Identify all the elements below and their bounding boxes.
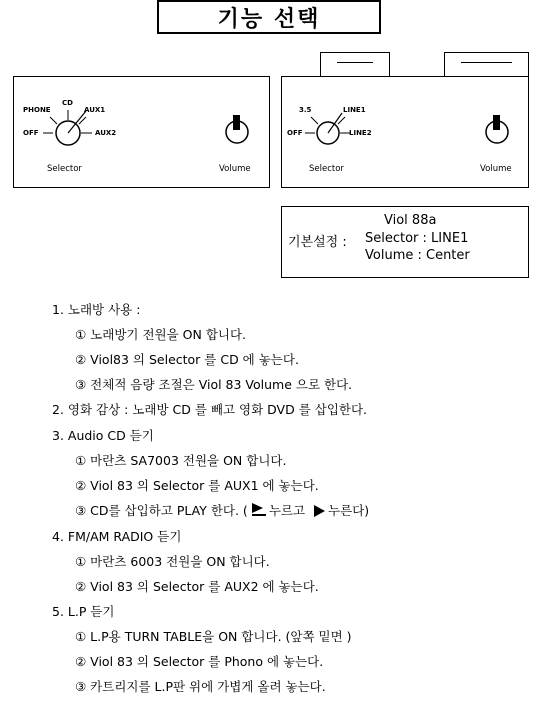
- step-audio-cd-2: ② Viol 83 의 Selector 를 AUX1 에 놓는다.: [75, 478, 319, 493]
- label-aux1: AUX1: [84, 106, 106, 114]
- play-icon: [314, 505, 325, 517]
- left-control-panel: [13, 76, 270, 188]
- step-karaoke-1: ① 노래방기 전원을 ON 합니다.: [75, 327, 247, 342]
- section-lp: 5. L.P 듣기: [52, 604, 115, 619]
- press-text: 누르고: [268, 503, 306, 518]
- label-line2: LINE2: [349, 129, 372, 137]
- section-movie: 2. 영화 감상 : 노래방 CD 를 빼고 영화 DVD 를 삽입한다.: [52, 402, 368, 417]
- section-karaoke: 1. 노래방 사용 :: [52, 302, 141, 317]
- label-3-5: 3.5: [299, 106, 312, 114]
- default-volume: Volume : Center: [365, 248, 470, 263]
- section-radio: 4. FM/AM RADIO 듣기: [52, 529, 182, 544]
- open-eject-icon: [251, 503, 267, 516]
- model-name: Viol 88a: [384, 213, 437, 228]
- volume-label: Volume: [219, 164, 251, 174]
- step-audio-cd-3-text: ③ CD를 삽입하고 PLAY 한다. (: [75, 503, 248, 518]
- label-phone: PHONE: [23, 106, 51, 114]
- volume-knob-icon: [220, 113, 254, 147]
- volume-knob-icon: [480, 113, 514, 147]
- defaults-heading: 기본설정 :: [288, 235, 347, 250]
- selector-label: Selector: [47, 164, 82, 174]
- panel-tab-left: [320, 52, 390, 78]
- step-lp-1: ① L.P용 TURN TABLE을 ON 합니다. (앞쪽 밑면 ): [75, 629, 352, 644]
- step-audio-cd-1: ① 마란츠 SA7003 전원을 ON 합니다.: [75, 453, 287, 468]
- step-audio-cd-3: [75, 501, 369, 519]
- label-off: OFF: [287, 129, 303, 137]
- label-line1: LINE1: [343, 106, 366, 114]
- label-cd: CD: [62, 99, 73, 107]
- right-control-panel: [281, 76, 529, 188]
- step-karaoke-2: ② Viol83 의 Selector 를 CD 에 놓는다.: [75, 352, 299, 367]
- step-karaoke-3: ③ 전체적 음량 조절은 Viol 83 Volume 으로 한다.: [75, 377, 353, 392]
- step-lp-3: ③ 카트리지를 L.P판 위에 가볍게 올려 놓는다.: [75, 679, 326, 694]
- selector-label: Selector: [309, 164, 344, 174]
- press-end-text: 누른다): [328, 503, 370, 518]
- default-settings-box: [281, 206, 529, 278]
- panel-tab-right: [444, 52, 529, 78]
- step-lp-2: ② Viol 83 의 Selector 를 Phono 에 놓는다.: [75, 654, 324, 669]
- section-audio-cd: 3. Audio CD 듣기: [52, 428, 154, 443]
- label-off: OFF: [23, 129, 39, 137]
- default-selector: Selector : LINE1: [365, 231, 469, 246]
- page-title: 기능 선택: [157, 0, 381, 34]
- label-aux2: AUX2: [95, 129, 117, 137]
- volume-label: Volume: [480, 164, 512, 174]
- step-radio-2: ② Viol 83 의 Selector 를 AUX2 에 놓는다.: [75, 579, 319, 594]
- step-radio-1: ① 마란츠 6003 전원을 ON 합니다.: [75, 554, 270, 569]
